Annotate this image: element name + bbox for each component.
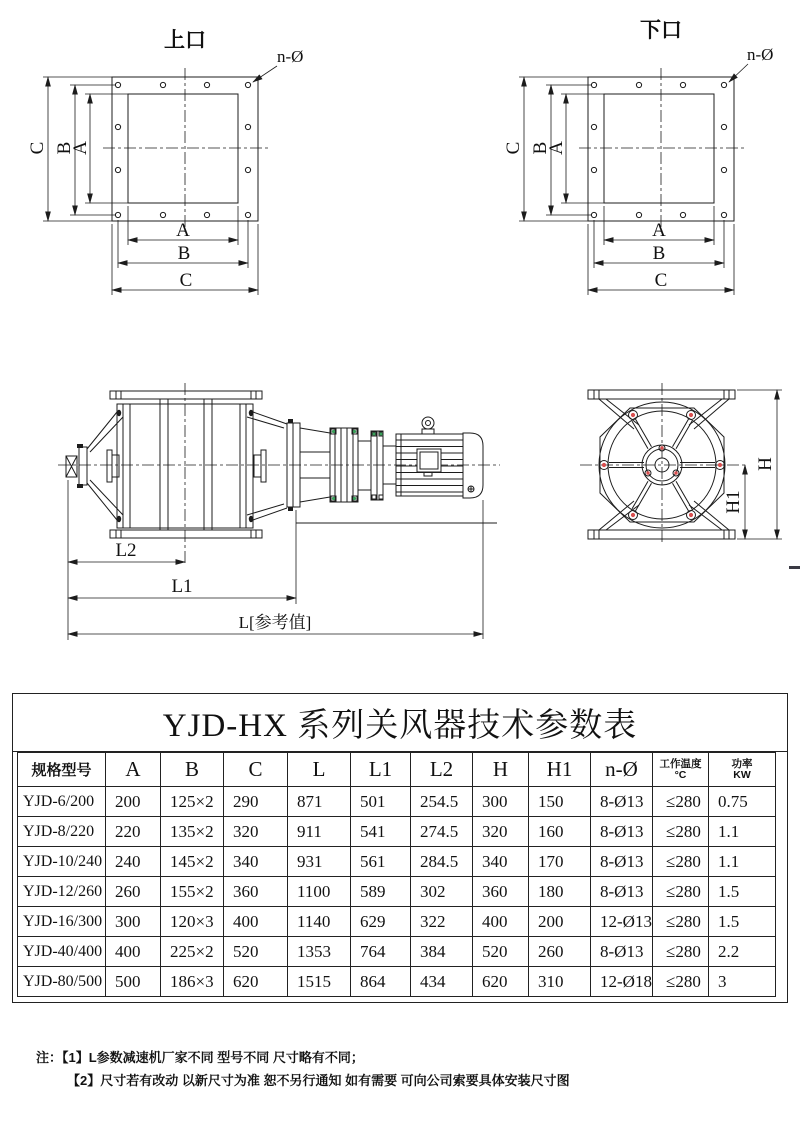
dim-label-c-left-upper: C bbox=[27, 141, 48, 155]
lower-flange-bolt-holes bbox=[591, 82, 726, 217]
dim-label-a-left-upper: A bbox=[70, 141, 91, 155]
table-row: YJD-8/220 220 135×2 320 911 541 274.5 320 160 8-Ø13 ≤280 1.1 bbox=[18, 817, 776, 847]
table-title: YJD-HX 系列关风器技术参数表 bbox=[13, 694, 787, 752]
col-header-temp bbox=[653, 753, 709, 787]
cell-model: YJD-10/240 bbox=[18, 847, 106, 877]
side-view-drawing bbox=[58, 383, 500, 640]
col-header-temp-line1: 工作温度 bbox=[659, 757, 702, 770]
upper-flange-title: 上口 bbox=[164, 28, 206, 52]
dim-label-h: H bbox=[755, 457, 776, 471]
dim-label-a-left-lower: A bbox=[546, 141, 567, 155]
table-row: YJD-12/260 260 155×2 360 1100 589 302 360 180 8-Ø13 ≤280 1.5 bbox=[18, 877, 776, 907]
table-row: YJD-10/240 240 145×2 340 931 561 284.5 340 170 8-Ø13 ≤280 1.1 bbox=[18, 847, 776, 877]
cell-model: YJD-40/400 bbox=[18, 937, 106, 967]
cell-model: YJD-8/220 bbox=[18, 817, 106, 847]
col-header-h: H bbox=[473, 753, 529, 787]
col-header-l1: L1 bbox=[351, 753, 411, 787]
col-header-power-line2: KW bbox=[733, 768, 751, 781]
dim-label-b-left-upper: B bbox=[54, 141, 75, 155]
lower-flange-drawing bbox=[503, 18, 773, 295]
dim-label-c-left-lower: C bbox=[503, 141, 524, 155]
lower-flange-title: 下口 bbox=[640, 18, 682, 42]
dim-label-b-left-lower: B bbox=[530, 141, 551, 155]
table-row: YJD-40/400 400 225×2 520 1353 764 384 520 260 8-Ø13 ≤280 2.2 bbox=[18, 937, 776, 967]
dim-label-h1: H1 bbox=[723, 490, 744, 514]
cell-model: YJD-80/500 bbox=[18, 967, 106, 997]
col-header-temp-line2: °C bbox=[674, 768, 687, 781]
table-row: YJD-6/200 200 125×2 290 871 501 254.5 300 150 8-Ø13 ≤280 0.75 bbox=[18, 787, 776, 817]
edge-mark bbox=[789, 566, 800, 569]
col-header-power-line1: 功率 bbox=[731, 757, 753, 770]
col-header-model: 规格型号 bbox=[18, 753, 106, 787]
col-header-h1: H1 bbox=[529, 753, 591, 787]
dim-label-a-bottom-lower: A bbox=[652, 220, 666, 241]
col-header-l2: L2 bbox=[411, 753, 473, 787]
col-header-a: A bbox=[106, 753, 161, 787]
note-line-2: 【2】尺寸若有改动 以新尺寸为准 恕不另行通知 如有需要 可向公司索要具体安装尺寸图 bbox=[67, 1073, 570, 1088]
note-label: 注： bbox=[36, 1050, 63, 1065]
upper-flange-drawing bbox=[27, 28, 303, 295]
cell-model: YJD-6/200 bbox=[18, 787, 106, 817]
cell-model: YJD-16/300 bbox=[18, 907, 106, 937]
dim-label-b-bottom-lower: B bbox=[652, 243, 666, 264]
dim-label-l-ref: L[参考值] bbox=[238, 613, 312, 632]
col-header-power bbox=[709, 753, 776, 787]
dim-label-a-bottom-upper: A bbox=[176, 220, 190, 241]
spec-table bbox=[17, 752, 776, 997]
dim-label-l1: L1 bbox=[171, 576, 193, 597]
table-row: YJD-80/500 500 186×3 620 1515 864 434 620 310 12-Ø18 ≤280 3 bbox=[18, 967, 776, 997]
col-header-c: C bbox=[224, 753, 288, 787]
upper-flange-bolt-holes bbox=[115, 82, 250, 217]
spec-table-frame bbox=[12, 693, 788, 1003]
col-header-n: n-Ø bbox=[591, 753, 653, 787]
header-row bbox=[18, 753, 776, 787]
col-header-l: L bbox=[288, 753, 351, 787]
end-view-drawing bbox=[580, 383, 782, 545]
table-row: YJD-16/300 300 120×3 400 1140 629 322 400 200 12-Ø13 ≤280 1.5 bbox=[18, 907, 776, 937]
col-header-b: B bbox=[161, 753, 224, 787]
dim-label-c-bottom-lower: C bbox=[654, 270, 668, 291]
dim-label-c-bottom-upper: C bbox=[179, 270, 193, 291]
notes bbox=[36, 1046, 570, 1092]
note-line-1: 注：【1】L参数减速机厂家不同 型号不同 尺寸略有不同； bbox=[36, 1050, 364, 1065]
dim-label-l2: L2 bbox=[115, 540, 137, 561]
dim-label-b-bottom-upper: B bbox=[177, 243, 191, 264]
cell-model: YJD-12/260 bbox=[18, 877, 106, 907]
bolt-note-lower: n-Ø bbox=[747, 45, 774, 64]
bolt-note-upper: n-Ø bbox=[277, 47, 304, 66]
